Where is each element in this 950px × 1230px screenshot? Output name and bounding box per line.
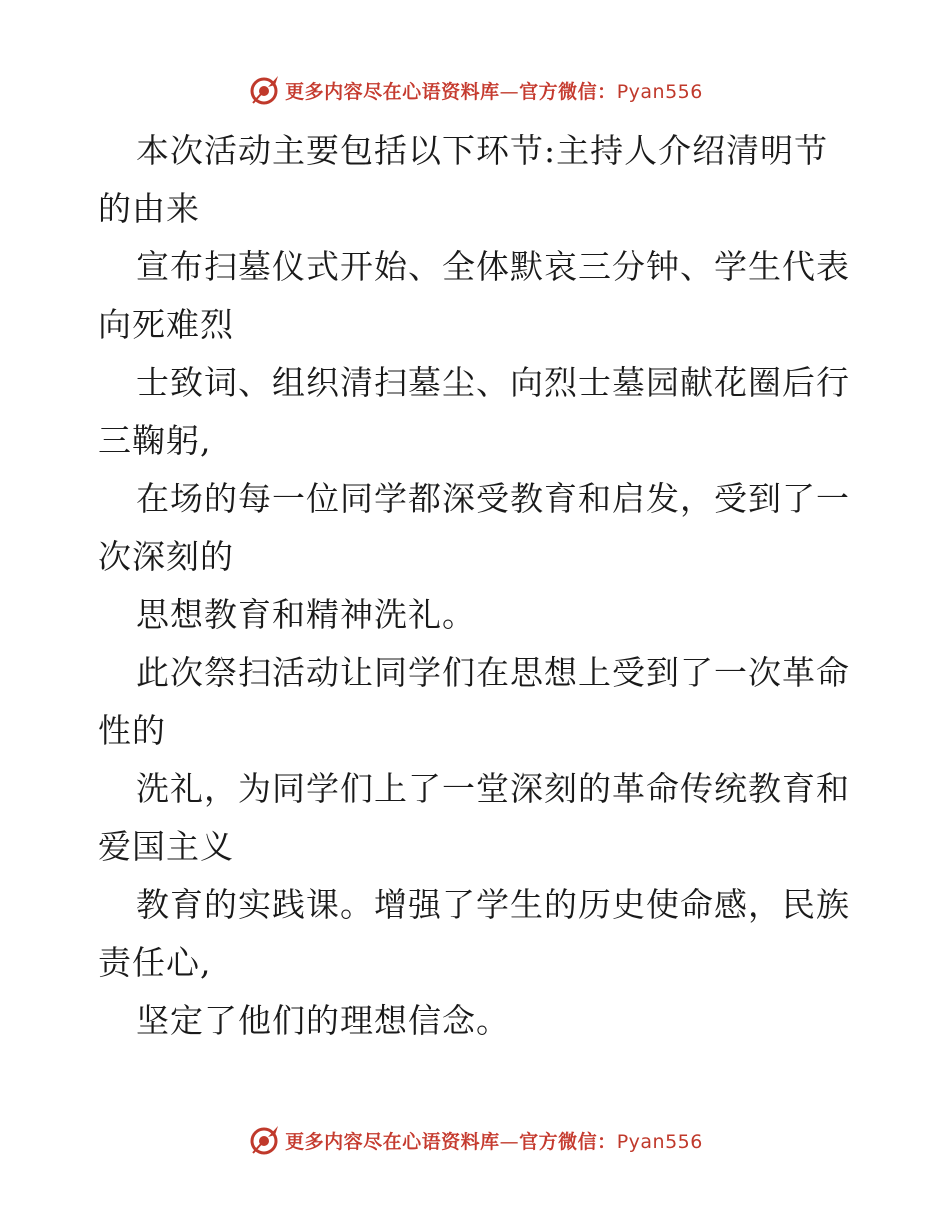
header-dash: —	[499, 80, 520, 103]
header-text	[285, 77, 703, 104]
header-wechat-id: Pyan556	[616, 80, 703, 103]
paragraph-8: 教育的实践课。增强了学生的历史使命感，民族责任心,	[98, 885, 850, 982]
paragraph-4: 在场的每一位同学都深受教育和启发，受到了一次深刻的	[98, 479, 850, 576]
document-body	[98, 122, 858, 1050]
quill-pen-logo-icon	[247, 1123, 281, 1157]
header-banner	[0, 70, 950, 110]
paragraph-7: 洗礼，为同学们上了一堂深刻的革命传统教育和爱国主义	[98, 769, 850, 866]
paragraph-6: 此次祭扫活动让同学们在思想上受到了一次革命性的	[98, 653, 850, 750]
footer-wechat-id: Pyan556	[616, 1130, 703, 1153]
header-slogan: 更多内容尽在心语资料库	[285, 80, 500, 103]
footer-banner	[0, 1120, 950, 1160]
paragraph-2: 宣布扫墓仪式开始、全体默哀三分钟、学生代表向死难烈	[98, 247, 850, 344]
paragraph-9: 坚定了他们的理想信念。	[136, 1001, 510, 1040]
footer-wechat-label: 官方微信：	[519, 1130, 617, 1153]
paragraph-1: 本次活动主要包括以下环节:主持人介绍清明节的由来	[98, 131, 829, 228]
paragraph-3: 士致词、组织清扫墓尘、向烈士墓园献花圈后行三鞠躬,	[98, 363, 850, 460]
header-wechat-label: 官方微信：	[519, 80, 617, 103]
footer-text	[285, 1127, 703, 1154]
footer-dash: —	[499, 1130, 520, 1153]
paragraph-5: 思想教育和精神洗礼。	[136, 595, 476, 634]
quill-pen-logo-icon	[247, 73, 281, 107]
footer-slogan: 更多内容尽在心语资料库	[285, 1130, 500, 1153]
